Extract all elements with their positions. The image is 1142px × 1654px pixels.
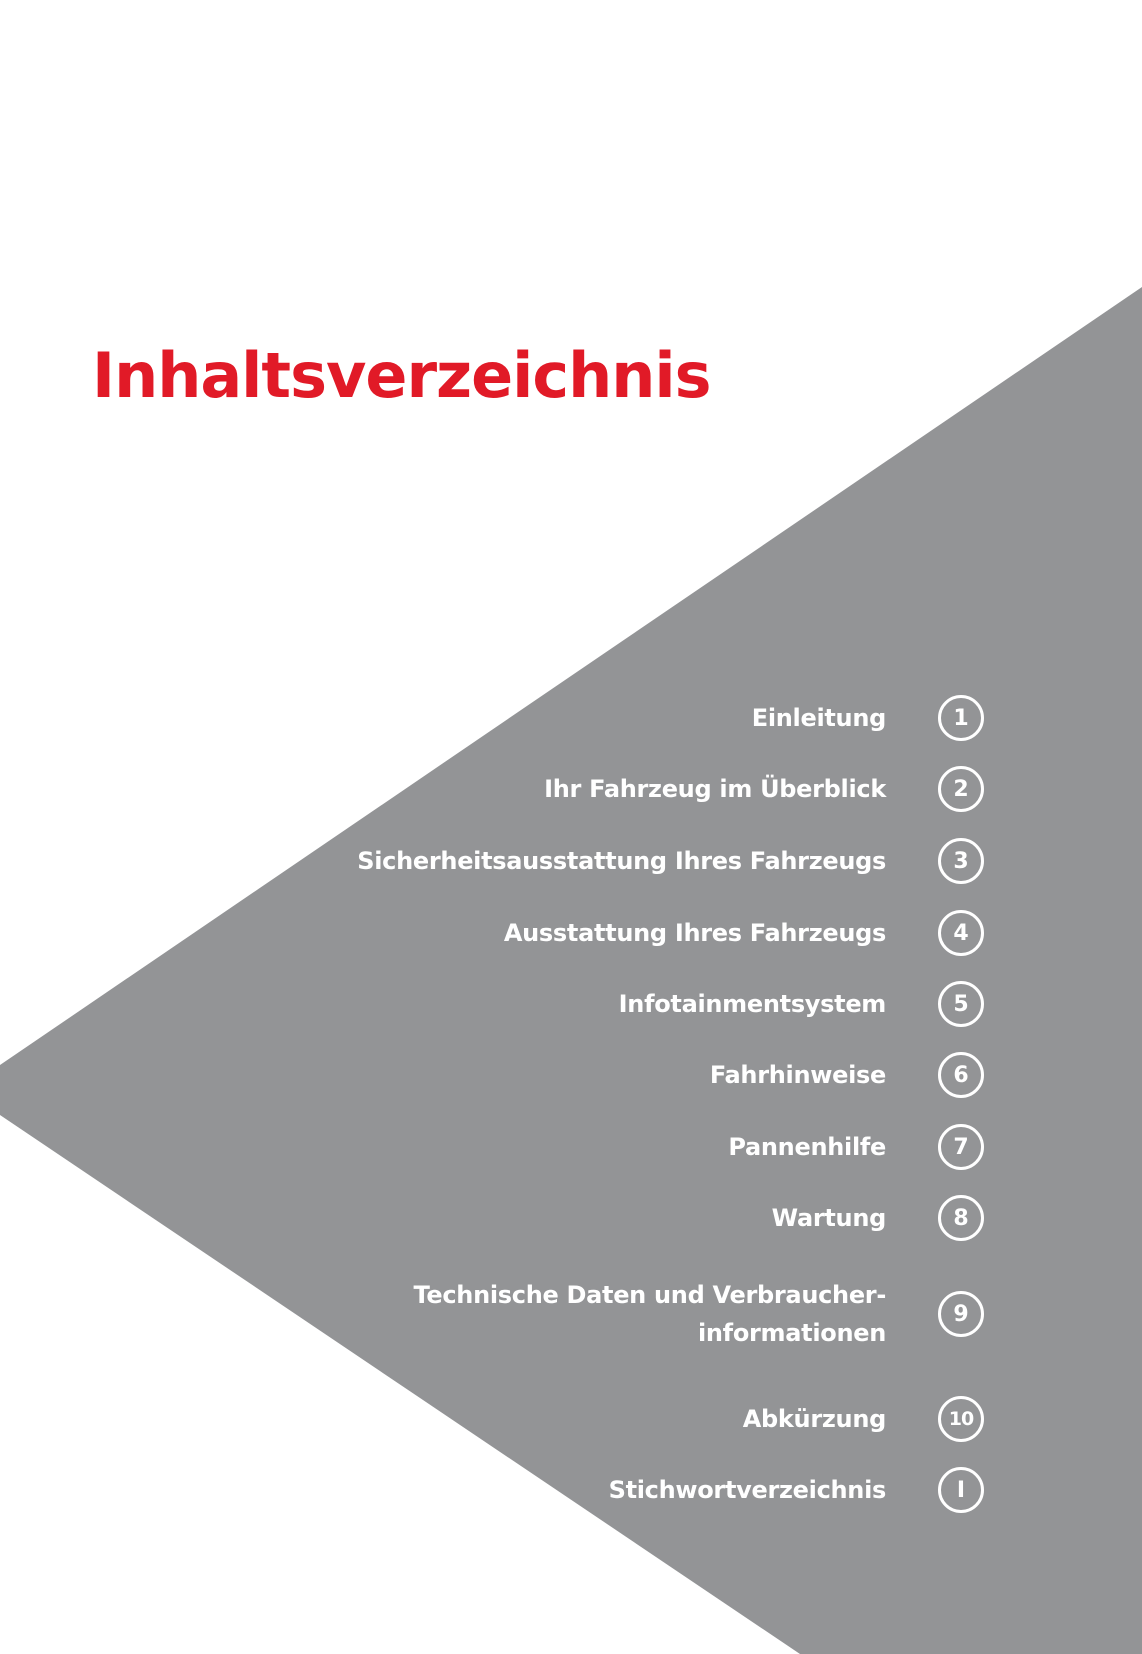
toc-item-fahrhinweise[interactable] xyxy=(266,1052,984,1098)
chapter-number-badge: 6 xyxy=(938,1052,984,1098)
toc-item-ausstattung[interactable] xyxy=(266,910,984,956)
chapter-number-badge: 8 xyxy=(938,1195,984,1241)
chapter-number-badge: 7 xyxy=(938,1124,984,1170)
chapter-number-badge: 1 xyxy=(938,695,984,741)
toc-item-fahrzeug-ueberblick[interactable] xyxy=(266,766,984,812)
page-title: Inhaltsverzeichnis xyxy=(92,339,711,412)
toc-label: Sicherheitsausstattung Ihres Fahrzeugs xyxy=(357,847,886,875)
toc-label: Ausstattung Ihres Fahrzeugs xyxy=(503,919,886,947)
chapter-number-badge: 4 xyxy=(938,910,984,956)
toc-item-sicherheitsausstattung[interactable] xyxy=(266,838,984,884)
toc-label: Technische Daten und Verbraucher- informationen xyxy=(413,1281,886,1347)
toc-item-abkuerzung[interactable] xyxy=(266,1396,984,1442)
toc-label: Wartung xyxy=(771,1204,886,1232)
chapter-number-badge: 10 xyxy=(938,1396,984,1442)
chapter-number-badge: 3 xyxy=(938,838,984,884)
toc-item-technische-daten[interactable] xyxy=(266,1276,984,1352)
toc-label: Infotainmentsystem xyxy=(618,990,886,1018)
chapter-number-badge: 9 xyxy=(938,1291,984,1337)
toc-label: Einleitung xyxy=(751,704,886,732)
toc-label: Pannenhilfe xyxy=(728,1133,886,1161)
toc-item-infotainmentsystem[interactable] xyxy=(266,981,984,1027)
toc-item-stichwortverzeichnis[interactable] xyxy=(266,1467,984,1513)
toc-item-wartung[interactable] xyxy=(266,1195,984,1241)
toc-label: Ihr Fahrzeug im Überblick xyxy=(544,775,886,803)
chapter-number-badge: 2 xyxy=(938,766,984,812)
toc-item-einleitung[interactable] xyxy=(266,695,984,741)
toc-label: Stichwortverzeichnis xyxy=(608,1476,886,1504)
chapter-number-badge: I xyxy=(938,1467,984,1513)
toc-label: Fahrhinweise xyxy=(709,1061,886,1089)
chapter-number-badge: 5 xyxy=(938,981,984,1027)
toc-label: Abkürzung xyxy=(742,1405,886,1433)
toc-item-pannenhilfe[interactable] xyxy=(266,1124,984,1170)
